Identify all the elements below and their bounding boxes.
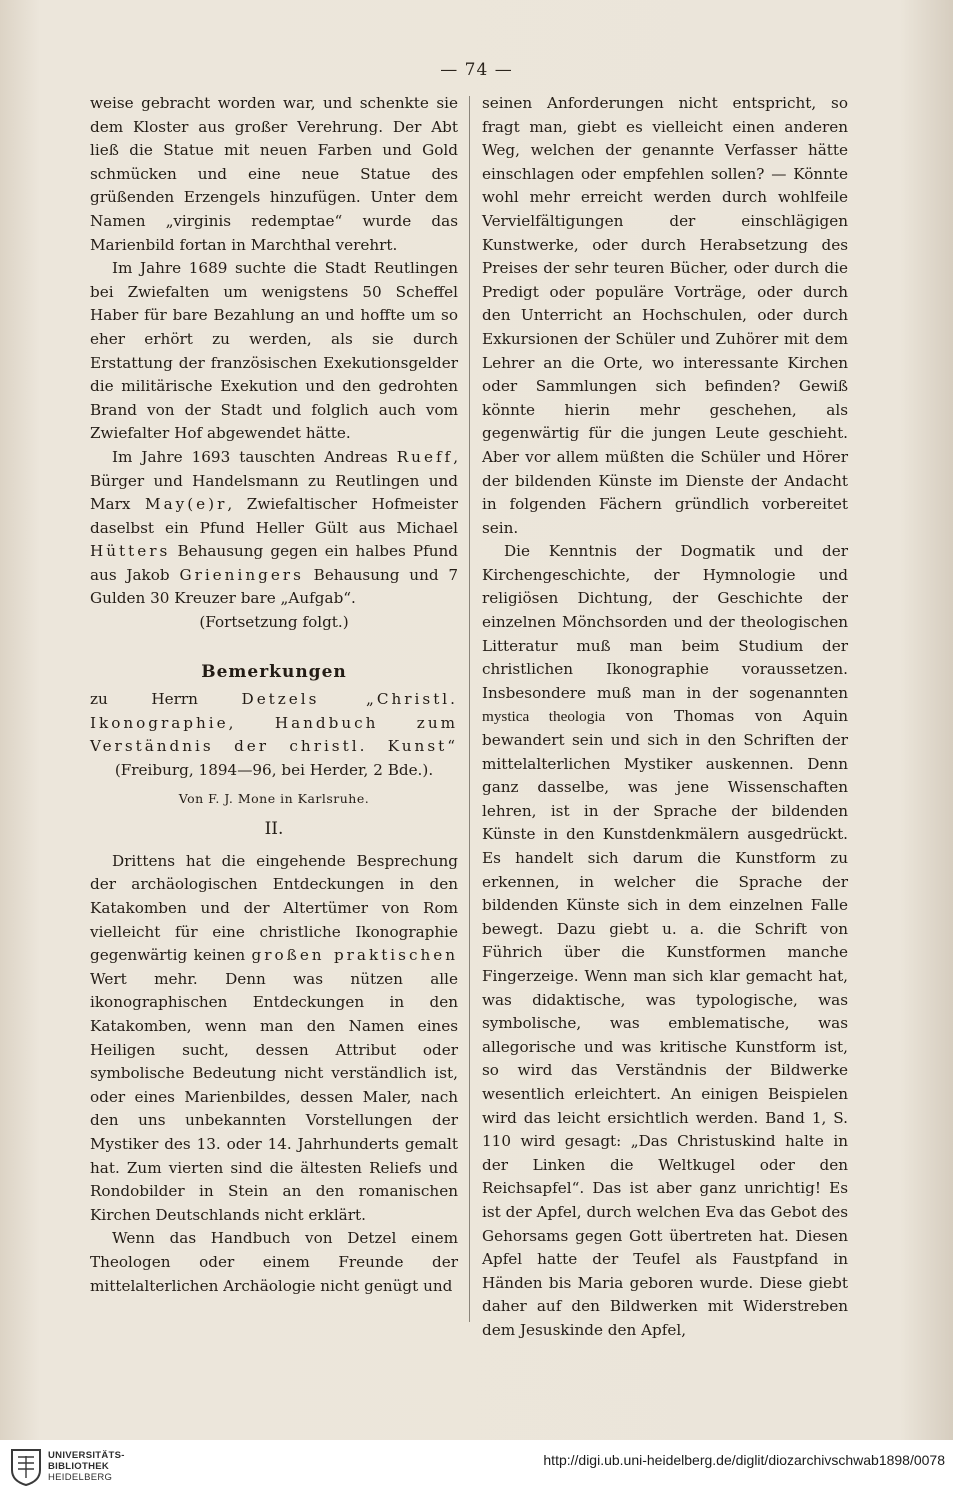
left-column [90,92,458,1298]
text-run: Wert mehr. Denn was nützen alle ikonographischen Entdeckungen in den Katakomben, wenn man den Namen eines Heiligen sucht, dessen Attribut oder symbolische Bedeutung nicht verständlich ist, oder eines Marienbildes, dessen Maler, nach den uns unbekannten Vorstellungen der Mystiker des 13. oder 14. Jahrhunderts gemalt hat. Zum vierten sind die ältesten Reliefs und Rondobilder in Stein an den romanischen Kirchen Deutschlands nicht erklärt. [90,969,458,1224]
right-column [482,92,848,1342]
library-seal-icon [10,1448,42,1486]
latin-term: mystica theologia [482,708,606,726]
article-subheading [90,688,458,782]
paragraph: Wenn das Handbuch von Detzel einem Theologen oder einem Freunde der mittelalterlichen Archäologie nicht genügt und [90,1229,458,1295]
text-run: , Bürger und Handelsmann zu Reutlingen und Marx [90,447,459,514]
cited-title: Detzels „Christl. Ikonographie, Handbuch zum Verständnis der christl. Kunst“ [90,690,458,756]
paragraph [90,850,458,1228]
text-run: zu Herrn [90,690,198,709]
logo-line: HEIDELBERG [48,1472,113,1483]
source-url-link[interactable]: http://digi.ub.uni-heidelberg.de/diglit/diozarchivschwab1898/0078 [543,1452,945,1468]
section-number: II. [264,819,284,840]
article-heading: Bemerkungen [201,661,347,682]
person-name: Hütters [90,542,171,561]
text-run: Die Kenntnis der Dogmatik und der Kirchengeschichte, der Hymnologie und religiösen Dichtung, der Geschichte der einzelnen Mönchsorden und der theologischen Litteratur muß man beim Studium der christlichen Ikonographie voraussetzen. Insbesondere muß man in der sogenannten [482,542,848,702]
text-run: Drittens hat die eingehende Besprechung der archäologischen Entdeckungen in den Katakomben und der Altertümer von Rom vielleicht für eine christliche Ikonographie gegenwärtig keinen [90,851,458,965]
paragraph: seinen Anforderungen nicht entspricht, so fragt man, giebt es vielleicht einen anderen Weg, welchen der genannte Verfasser hätte einschlagen oder empfehlen sollen? — Könnte wohl mehr erreicht werden durch wohlfeile Vervielfältigungen der einschlägigen Kunstwerke, oder durch Herabsetzung des Preises der sehr teuren Bücher, oder durch die Predigt oder populäre Vorträge, oder durch den Unterricht an Hochschulen, oder durch Exkursionen der Schüler und Zuhörer mit dem Lehrer an die Orte, wo interessante Kirchen oder Sammlungen sich befinden? Gewiß könnte hierin mehr geschehen, als gegenwärtig für die jungen Leute geschieht. Aber vor allem müßten die Schüler und Hörer der bildenden Künste im Dienste der Andacht in folgenden Fächern gründlich vorbereitet sein. [482,94,848,537]
paragraph: Im Jahre 1689 suchte die Stadt Reutlingen bei Zwiefalten um wenigstens 50 Scheffel Haber für bare Bezahlung an und hoffte um so eher erhört zu werden, als sie durch Erstattung der französischen Exekutionsgelder die militärische Exekution und den gedrohten Brand von der Stadt und folglich auch vom Zwiefalter Hof abgewendet hätte. [90,259,458,443]
text-run: (Freiburg, 1894—96, bei Herder, 2 Bde.). [114,761,434,780]
person-name: Rueff [396,447,454,466]
library-logo[interactable] [10,1444,150,1498]
text-run: , Zwiefaltischer Hofmeister daselbst ein Pfund Heller Gült aus Michael [90,495,459,537]
column-divider [469,96,470,1322]
logo-line: BIBLIOTHEK [48,1461,110,1472]
paragraph [482,540,848,1342]
page-number: — 74 — [440,60,513,80]
text-run: Behausung und 7 Gulden 30 Kreuzer bare „Aufgab“. [90,565,459,608]
continuation-note: (Fortsetzung folgt.) [199,613,349,632]
logo-line: UNIVERSITÄTS- [48,1450,125,1461]
text-run: Im Jahre 1693 tauschten Andreas [112,447,388,466]
paragraph [90,446,458,611]
text-run: von Thomas von Aquin bewandert sein und sich in den Schriften der mittelalterlichen Mystiker auskennen. Denn ganz dasselbe, was jene Wissenschaften lehren, ist in der Sprache der bildenden Künste in den Kunstdenkmälern ausgedrückt. Es handelt sich darum die Kunstform zu erkennen, in welcher die Sprache der bildenden Künste sich in dem einzelnen Falle bewegt. Dazu giebt u. a. die Schrift von Führich über die Kunstformen manche Fingerzeige. Wenn man sich klar gemacht hat, was didaktische, was typologische, was symbolische, was emblematische, was allegorische und was kritische Kunstform ist, so wird das Verständnis der Bildwerke wesentlich erleichtert. An einigen Beispielen wird das leicht ersichtlich werden. Band 1, S. 110 wird gesagt: „Das Christuskind halte in der Linken die Weltkugel oder den Reichsapfel“. Das ist aber ganz unrichtig! Es ist der Apfel, durch welchen Eva das Gebot des Gehorsams gegen Gott übertreten hat. Diesen Apfel hatte der Teufel als Faustpfand in Händen bis Maria geboren wurde. Diese giebt daher auf den Bildwerken mit Widerstreben dem Jesuskinde den Apfel, [482,707,848,1339]
footer-bar [0,1440,953,1501]
logo-wordmark [48,1450,125,1483]
paragraph: weise gebracht worden war, und schenkte sie dem Kloster aus großer Verehrung. Der Abt ließ die Statue mit neuen Farben und Gold schmücken und eine neue Statue des grüßenden Erzengels hinzufügen. Unter dem Namen „virginis redemptae“ wurde das Marienbild fortan in Marchthal verehrt. [90,94,458,254]
person-name: Grieningers [179,565,304,584]
author-byline: Von F. J. Mone in Karlsruhe. [178,790,370,806]
person-name: May(e)r [145,495,228,514]
emphasis: großen praktischen [251,946,459,965]
text-run: Behausung gegen ein halbes Pfund aus Jakob [90,542,459,584]
